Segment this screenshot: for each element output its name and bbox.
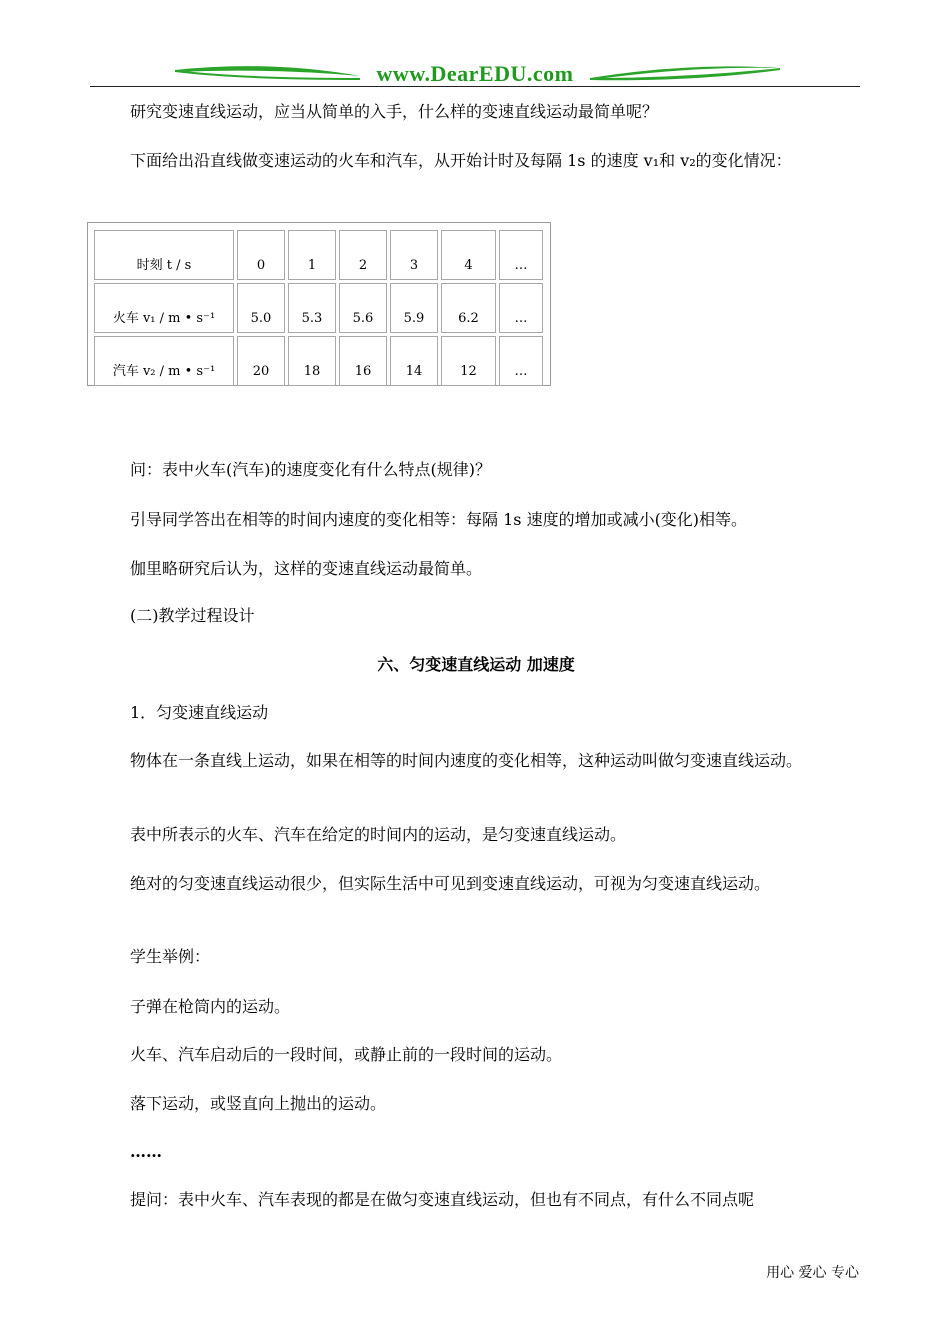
paragraph: 绝对的匀变速直线运动很少，但实际生活中可见到变速直线运动，可视为匀变速直线运动。 xyxy=(130,874,771,893)
table-cell: … xyxy=(499,283,543,333)
table-cell: … xyxy=(499,230,543,280)
table-cell: 5.6 xyxy=(339,283,387,333)
table-cell: 2 xyxy=(339,230,387,280)
header-rule xyxy=(90,86,860,87)
paragraph: 问：表中火车(汽车)的速度变化有什么特点(规律)？ xyxy=(130,460,491,479)
table-row xyxy=(94,336,543,386)
table-row xyxy=(94,230,543,280)
ellipsis: …… xyxy=(130,1142,162,1161)
page-footer: 用心 爱心 专心 xyxy=(766,1265,859,1281)
table-cell: 1 xyxy=(288,230,336,280)
table-cell: 3 xyxy=(390,230,438,280)
table-cell: 4 xyxy=(441,230,496,280)
table-cell: 18 xyxy=(288,336,336,386)
velocity-table-grid xyxy=(91,227,546,389)
row-header: 时刻 t / s xyxy=(94,230,234,280)
paragraph: 学生举例： xyxy=(130,947,211,966)
paragraph: 1．匀变速直线运动 xyxy=(130,703,269,722)
paragraph: 表中所表示的火车、汽车在给定的时间内的运动，是匀变速直线运动。 xyxy=(130,825,627,844)
table-cell: 12 xyxy=(441,336,496,386)
table-cell: 5.3 xyxy=(288,283,336,333)
paragraph: 物体在一条直线上运动，如果在相等的时间内速度的变化相等，这种运动叫做匀变速直线运动。 xyxy=(130,751,803,770)
page-header xyxy=(90,56,860,90)
table-cell: 5.0 xyxy=(237,283,285,333)
paragraph: 下面给出沿直线做变速运动的火车和汽车，从开始计时及每隔 1s 的速度 v₁和 v₂的变化情况： xyxy=(130,151,792,170)
table-cell: … xyxy=(499,336,543,386)
paragraph: 研究变速直线运动，应当从简单的入手，什么样的变速直线运动最简单呢？ xyxy=(130,102,659,121)
paragraph: 伽里略研究后认为，这样的变速直线运动最简单。 xyxy=(130,559,483,578)
table-row xyxy=(94,283,543,333)
table-cell: 0 xyxy=(237,230,285,280)
table-cell: 6.2 xyxy=(441,283,496,333)
velocity-table xyxy=(87,222,551,386)
table-cell: 5.9 xyxy=(390,283,438,333)
paragraph: 子弹在枪筒内的运动。 xyxy=(130,997,291,1016)
site-logo-text: www.DearEDU.com xyxy=(376,61,574,86)
paragraph: 落下运动，或竖直向上抛出的运动。 xyxy=(130,1094,387,1113)
paragraph: 提问：表中火车、汽车表现的都是在做匀变速直线运动，但也有不同点，有什么不同点呢 xyxy=(130,1190,755,1209)
row-header: 火车 v₁ / m • s⁻¹ xyxy=(94,283,234,333)
table-cell: 20 xyxy=(237,336,285,386)
paragraph: 引导同学答出在相等的时间内速度的变化相等：每隔 1s 速度的增加或减小(变化)相等。 xyxy=(130,510,748,529)
section-heading: 六、匀变速直线运动 加速度 xyxy=(377,655,575,674)
table-cell: 14 xyxy=(390,336,438,386)
table-cell: 16 xyxy=(339,336,387,386)
row-header: 汽车 v₂ / m • s⁻¹ xyxy=(94,336,234,386)
paragraph: 火车、汽车启动后的一段时间，或静止前的一段时间的运动。 xyxy=(130,1045,563,1064)
paragraph: (二)教学过程设计 xyxy=(130,606,255,625)
